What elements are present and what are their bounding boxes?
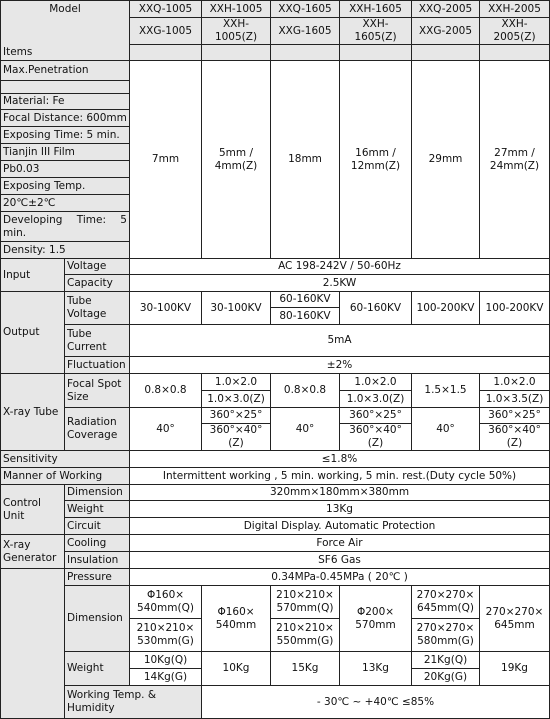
fluctuation-label: Fluctuation bbox=[65, 357, 130, 374]
gen-weight-1a: 10Kg(Q) bbox=[130, 652, 202, 669]
radiation-2a: 360°×25° bbox=[202, 408, 271, 424]
gen-dim-1b: 210×210× 530mm(G) bbox=[130, 619, 202, 652]
sensitivity-label: Sensitivity bbox=[1, 451, 130, 468]
gen-dim-5b: 270×270× 580mm(G) bbox=[412, 619, 480, 652]
model-label: Model bbox=[49, 2, 81, 15]
penetration-label-1 bbox=[1, 81, 130, 94]
penetration-value-2: 5mm / 4mm(Z) bbox=[202, 61, 271, 259]
penetration-label-3: Focal Distance: 600mm bbox=[1, 110, 130, 127]
insulation-label: Insulation bbox=[65, 552, 130, 569]
working-temp-label: Working Temp. & Humidity bbox=[65, 686, 202, 719]
radiation-1: 40° bbox=[130, 408, 202, 451]
penetration-label-10: Density: 1.5 bbox=[1, 242, 130, 259]
manner-label: Manner of Working bbox=[1, 468, 130, 485]
gen-weight-6: 19Kg bbox=[480, 652, 550, 686]
penetration-value-5: 29mm bbox=[412, 61, 480, 259]
header-blank bbox=[130, 45, 202, 61]
working-temp-value: - 30℃ ~ +40℃ ≤85% bbox=[202, 686, 550, 719]
control-unit-label: Control Unit bbox=[1, 485, 65, 535]
model-bottom-3: XXG-1605 bbox=[271, 18, 340, 45]
radiation-3: 40° bbox=[271, 408, 340, 451]
tube-voltage-5: 100-200KV bbox=[412, 292, 480, 325]
penetration-value-3: 18mm bbox=[271, 61, 340, 259]
tube-voltage-label: Tube Voltage bbox=[65, 292, 130, 325]
penetration-value-4: 16mm / 12mm(Z) bbox=[340, 61, 412, 259]
radiation-2b: 360°×40°(Z) bbox=[202, 424, 271, 451]
voltage-value: AC 198-242V / 50-60Hz bbox=[130, 259, 550, 275]
gen-weight-1b: 14Kg(G) bbox=[130, 669, 202, 686]
penetration-value-1: 7mm bbox=[130, 61, 202, 259]
header-blank bbox=[340, 45, 412, 61]
tube-voltage-2: 30-100KV bbox=[202, 292, 271, 325]
model-top-2: XXH-1005 bbox=[202, 1, 271, 18]
focal-4a: 1.0×2.0 bbox=[340, 374, 412, 391]
penetration-value-6: 27mm / 24mm(Z) bbox=[480, 61, 550, 259]
gen-weight-2: 10Kg bbox=[202, 652, 271, 686]
insulation-value: SF6 Gas bbox=[130, 552, 550, 569]
output-label: Output bbox=[1, 292, 65, 374]
gen-dim-6: 270×270× 645mm bbox=[480, 586, 550, 652]
tube-voltage-3a: 60-160KV bbox=[271, 292, 340, 308]
radiation-label: Radiation Coverage bbox=[65, 408, 130, 451]
header-blank bbox=[412, 45, 480, 61]
xray-tube-label: X-ray Tube bbox=[1, 374, 65, 451]
gen-weight-5b: 20Kg(G) bbox=[412, 669, 480, 686]
input-label: Input bbox=[1, 259, 65, 292]
cu-weight-label: Weight bbox=[65, 501, 130, 518]
focal-2b: 1.0×3.0(Z) bbox=[202, 391, 271, 408]
circuit-label: Circuit bbox=[65, 518, 130, 535]
gen-dim-3a: 210×210× 570mm(Q) bbox=[271, 586, 340, 619]
header-blank bbox=[271, 45, 340, 61]
focal-3: 0.8×0.8 bbox=[271, 374, 340, 408]
sensitivity-value: ≤1.8% bbox=[130, 451, 550, 468]
gen-dimension-label: Dimension bbox=[65, 586, 130, 652]
model-top-3: XXQ-1605 bbox=[271, 1, 340, 18]
tube-current-label: Tube Current bbox=[65, 325, 130, 357]
circuit-value: Digital Display. Automatic Protection bbox=[130, 518, 550, 535]
model-bottom-6: XXH-2005(Z) bbox=[480, 18, 550, 45]
gen-weight-label: Weight bbox=[65, 652, 130, 686]
penetration-label-4: Exposing Time: 5 min. bbox=[1, 127, 130, 144]
tube-voltage-1: 30-100KV bbox=[130, 292, 202, 325]
model-header-cell bbox=[1, 1, 130, 18]
model-bottom-4: XXH-1605(Z) bbox=[340, 18, 412, 45]
gen-weight-3: 15Kg bbox=[271, 652, 340, 686]
radiation-4a: 360°×25° bbox=[340, 408, 412, 424]
focal-4b: 1.0×3.0(Z) bbox=[340, 391, 412, 408]
radiation-4b: 360°×40°(Z) bbox=[340, 424, 412, 451]
generator-spacer bbox=[1, 569, 65, 719]
penetration-label-2: Material: Fe bbox=[1, 94, 130, 110]
penetration-label-9: Developing Time: 5 min. bbox=[1, 212, 130, 242]
focal-5: 1.5×1.5 bbox=[412, 374, 480, 408]
model-bottom-1: XXG-1005 bbox=[130, 18, 202, 45]
cooling-label: Cooling bbox=[65, 535, 130, 552]
gen-dim-5a: 270×270× 645mm(Q) bbox=[412, 586, 480, 619]
fluctuation-value: ±2% bbox=[130, 357, 550, 374]
cu-dimension-value: 320mm×180mm×380mm bbox=[130, 485, 550, 501]
tube-current-value: 5mA bbox=[130, 325, 550, 357]
model-top-6: XXH-2005 bbox=[480, 1, 550, 18]
penetration-label-0: Max.Penetration bbox=[1, 61, 130, 81]
model-spacer bbox=[1, 18, 130, 45]
radiation-6a: 360°×25° bbox=[480, 408, 550, 424]
gen-dim-2: Φ160× 540mm bbox=[202, 586, 271, 652]
capacity-label: Capacity bbox=[65, 275, 130, 292]
generator-label: X-ray Generator bbox=[1, 535, 65, 569]
capacity-value: 2.5KW bbox=[130, 275, 550, 292]
header-blank bbox=[202, 45, 271, 61]
header-blank bbox=[480, 45, 550, 61]
model-bottom-5: XXG-2005 bbox=[412, 18, 480, 45]
focal-6a: 1.0×2.0 bbox=[480, 374, 550, 391]
focal-spot-label: Focal Spot Size bbox=[65, 374, 130, 408]
pressure-value: 0.34MPa-0.45MPa ( 20℃ ) bbox=[130, 569, 550, 586]
items-label: Items bbox=[1, 45, 130, 61]
penetration-label-5: Tianjin III Film bbox=[1, 144, 130, 161]
voltage-label: Voltage bbox=[65, 259, 130, 275]
gen-dim-1a: Φ160× 540mm(Q) bbox=[130, 586, 202, 619]
model-top-4: XXH-1605 bbox=[340, 1, 412, 18]
tube-voltage-3b: 80-160KV bbox=[271, 308, 340, 325]
focal-2a: 1.0×2.0 bbox=[202, 374, 271, 391]
tube-voltage-4: 60-160KV bbox=[340, 292, 412, 325]
model-top-1: XXQ-1005 bbox=[130, 1, 202, 18]
tube-voltage-6: 100-200KV bbox=[480, 292, 550, 325]
gen-dim-4: Φ200× 570mm bbox=[340, 586, 412, 652]
penetration-label-7: Exposing Temp. bbox=[1, 178, 130, 195]
focal-6b: 1.0×3.5(Z) bbox=[480, 391, 550, 408]
radiation-6b: 360°×40°(Z) bbox=[480, 424, 550, 451]
penetration-label-6: Pb0.03 bbox=[1, 161, 130, 178]
gen-dim-3b: 210×210× 550mm(G) bbox=[271, 619, 340, 652]
focal-1: 0.8×0.8 bbox=[130, 374, 202, 408]
radiation-5: 40° bbox=[412, 408, 480, 451]
pressure-label: Pressure bbox=[65, 569, 130, 586]
manner-value: Intermittent working , 5 min. working, 5 min. rest.(Duty cycle 50%) bbox=[130, 468, 550, 485]
gen-weight-4: 13Kg bbox=[340, 652, 412, 686]
cu-weight-value: 13Kg bbox=[130, 501, 550, 518]
cu-dimension-label: Dimension bbox=[65, 485, 130, 501]
model-bottom-2: XXH-1005(Z) bbox=[202, 18, 271, 45]
cooling-value: Force Air bbox=[130, 535, 550, 552]
gen-weight-5a: 21Kg(Q) bbox=[412, 652, 480, 669]
penetration-label-8: 20℃±2℃ bbox=[1, 195, 130, 212]
model-top-5: XXQ-2005 bbox=[412, 1, 480, 18]
